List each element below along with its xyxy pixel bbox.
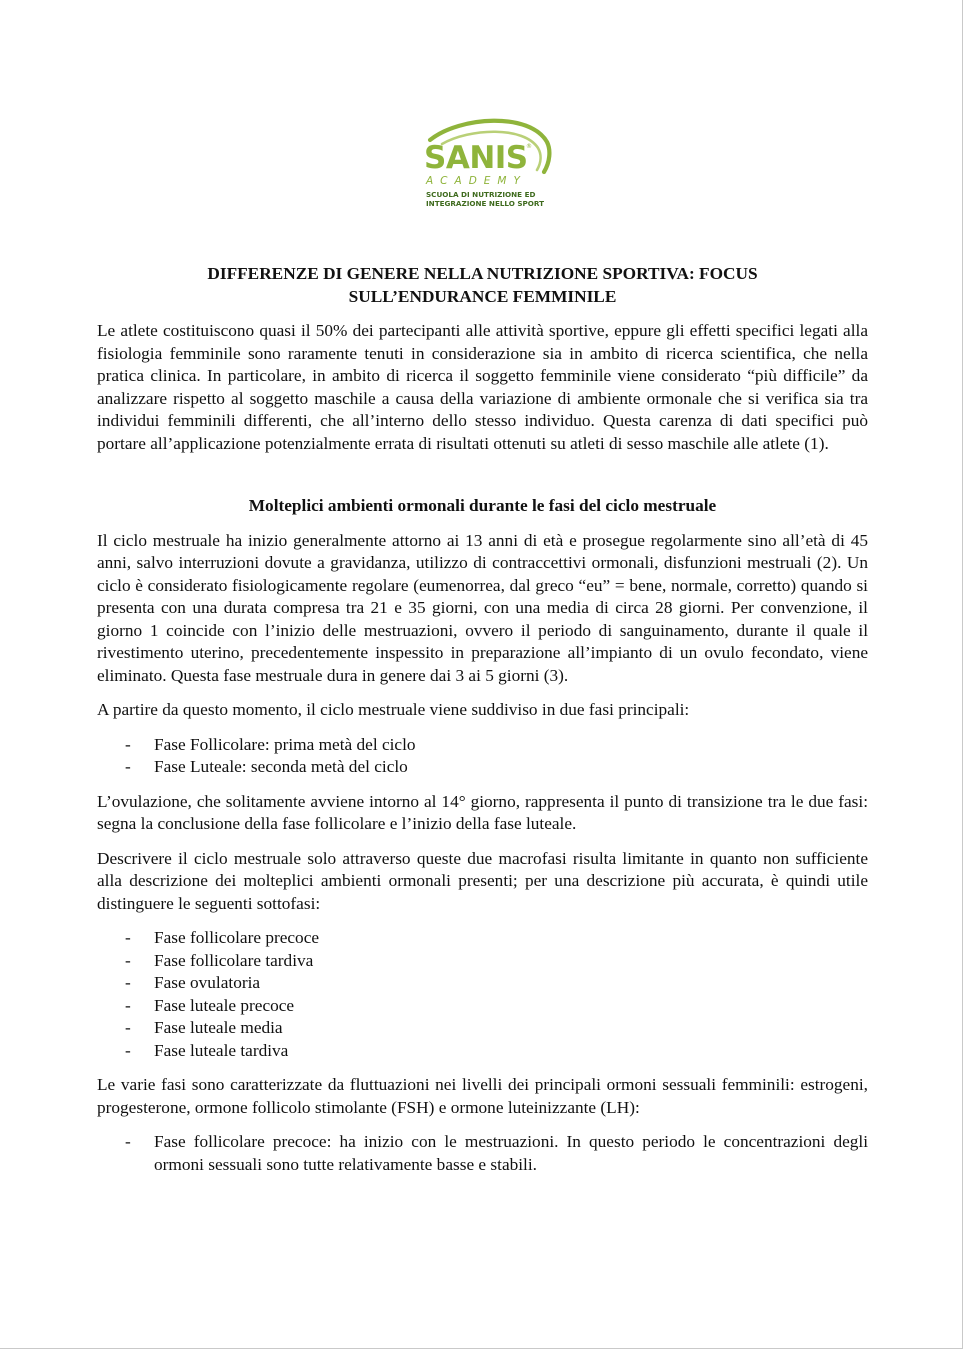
title-line-1: DIFFERENZE DI GENERE NELLA NUTRIZIONE SPORTIVA: FOCUS (207, 264, 758, 283)
list-item-text: Fase luteale media (154, 1018, 283, 1037)
title-line-2: SULL’ENDURANCE FEMMINILE (348, 286, 617, 306)
list-item (125, 995, 868, 1018)
list-item-text: Fase follicolare precoce: ha inizio con le mestruazioni. In questo periodo le concentrazioni degli ormoni sessuali sono tutte relativamente basse e stabili. (154, 1132, 868, 1174)
list-item (125, 1040, 868, 1063)
hormones-paragraph: Le varie fasi sono caratterizzate da fluttuazioni nei livelli dei principali ormoni sessuali femminili: estrogeni, progesterone, ormone follicolo stimolante (FSH) e ormone luteinizzante (LH): (97, 1075, 868, 1117)
ovulation-paragraph: L’ovulazione, che solitamente avviene intorno al 14° giorno, rappresenta il punto di transizione tra le due fasi: segna la conclusione della fase follicolare e l’inizio della fase luteale. (97, 791, 868, 833)
logo-academy-text: ACADEMY (426, 175, 527, 187)
list-item (125, 927, 868, 950)
list-item-text: Fase ovulatoria (154, 973, 261, 992)
dash-bullet: - (125, 757, 131, 776)
section-heading: Molteplici ambienti ormonali durante le fasi del ciclo mestruale (248, 496, 717, 515)
subphases-paragraph: Descrivere il ciclo mestruale solo attraverso queste due macrofasi risulta limitante in quanto non sufficiente alla descrizione dei molteplici ambienti ormonali presenti; per una descrizione più accurata, è quindi utile distinguere le seguenti sottofasi: (97, 848, 868, 913)
list-item (125, 756, 868, 779)
dash-bullet: - (125, 973, 131, 992)
list-item-text: Fase Luteale: seconda metà del ciclo (154, 757, 408, 776)
dash-bullet: - (125, 995, 131, 1015)
list-item (125, 1017, 868, 1040)
dash-bullet: - (125, 1018, 131, 1037)
sanis-academy-logo (420, 118, 555, 214)
list-item-text: Fase follicolare precoce (154, 928, 320, 947)
dash-bullet: - (125, 1040, 131, 1060)
dash-bullet: - (125, 950, 131, 970)
hormone-details-list (97, 1131, 868, 1176)
list-item (125, 734, 868, 757)
cycle-paragraph: Il ciclo mestruale ha inizio generalmente attorno ai 13 anni di età e prosegue regolarmente sino all’età di 45 anni, salvo interruzioni dovute a gravidanza, utilizzo di contraccettivi ormonali, disfunzioni mestruali (2). Un ciclo è considerato fisiologicamente regolare (eumenorrea, dal greco “eu” = bene, normale, corretto) quando si presenta con una durata compresa tra 21 e 35 giorni, con una media di circa 28 giorni. Per convenzione, il giorno 1 coincide con l’inizio delle mestruazioni, ovvero il periodo di sanguinamento, durante il quale il rivestimento uterino, precedentemente inspessito in preparazione all’impianto di un ovulo fecondato, viene eliminato. Questa fase mestruale dura in genere dai 3 ai 5 giorni (3). (97, 530, 868, 685)
dash-bullet: - (125, 734, 131, 754)
list-item (125, 950, 868, 973)
list-item (125, 1131, 868, 1176)
list-item-text: Fase Follicolare: prima metà del ciclo (154, 734, 416, 754)
dash-bullet: - (125, 928, 131, 947)
two-phases-paragraph: A partire da questo momento, il ciclo mestruale viene suddiviso in due fasi principali: (97, 700, 690, 719)
list-item-text: Fase luteale tardiva (154, 1040, 289, 1060)
document-title (97, 263, 868, 308)
document-body (97, 320, 868, 1188)
list-item-text: Fase luteale precoce (154, 995, 295, 1015)
logo-tagline-2: INTEGRAZIONE NELLO SPORT (426, 199, 545, 208)
logo-brand-text: SANIS (424, 140, 528, 176)
list-item (125, 972, 868, 995)
list-item-text: Fase follicolare tardiva (154, 950, 314, 970)
logo-registered-mark: ® (526, 143, 532, 150)
dash-bullet: - (125, 1132, 131, 1151)
logo-tagline-1: SCUOLA DI NUTRIZIONE ED (426, 190, 536, 199)
intro-paragraph: Le atlete costituiscono quasi il 50% dei partecipanti alle attività sportive, eppure gli effetti specifici legati alla fisiologia femminile sono raramente tenuti in considerazione sia in ambito di ricerca scientifica, che nella pratica clinica. In particolare, in ambito di ricerca il soggetto femminile viene considerato “più difficile” da analizzare rispetto al soggetto maschile a causa della variazione di ambiente ormonale che si verifica sia tra individui femminili differenti, che all’interno dello stesso individuo. Questa carenza di dati specifici può portare all’applicazione potenzialmente errata di risultati ottenuti su atleti di sesso maschile alle atlete (1). (97, 321, 868, 453)
main-phases-list (97, 734, 868, 779)
subphases-list (97, 927, 868, 1062)
sanis-logo-graphic (420, 118, 555, 214)
